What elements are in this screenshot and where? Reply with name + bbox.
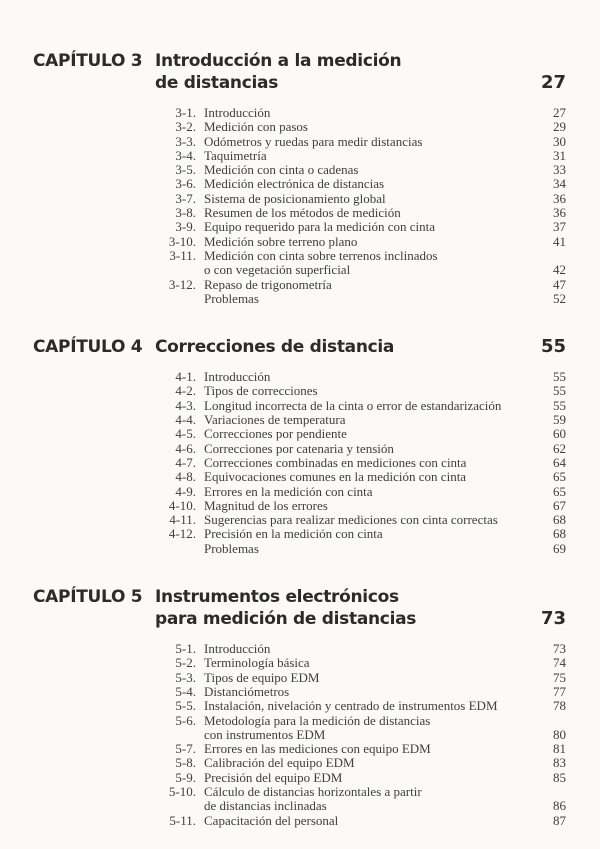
- entry-title-line: Correcciones combinadas en mediciones con cinta: [204, 454, 467, 470]
- entry-number: 3-9.: [175, 219, 196, 235]
- toc-entry: [148, 699, 566, 713]
- entry-title: [204, 292, 545, 306]
- entry-title: [204, 456, 545, 470]
- toc-entry: [148, 814, 566, 828]
- entry-title: [204, 756, 545, 770]
- entry-title-line: Longitud incorrecta de la cinta o error de estandarización: [204, 397, 502, 413]
- entry-number: 3-11.: [169, 247, 196, 263]
- entry-number: 5-2.: [175, 655, 196, 671]
- entry-number: 5-10.: [168, 783, 196, 799]
- entry-page-number: 87: [553, 812, 566, 828]
- entry-number: 5-6.: [175, 712, 196, 728]
- toc-entry: [148, 442, 566, 456]
- entry-number: 4-6.: [175, 440, 196, 456]
- entry-title-line: Sugerencias para realizar mediciones con cinta correctas: [204, 512, 498, 528]
- entry-page-number: 33: [553, 162, 566, 178]
- chapter-title-line: Instrumentos electrónicos: [155, 587, 399, 608]
- toc-entry: [148, 249, 566, 278]
- chapter-page-number: 73: [540, 608, 566, 630]
- entry-number: 5-3.: [175, 669, 196, 685]
- entry-number: 4-10.: [168, 497, 196, 513]
- entry-page-number: 77: [553, 683, 566, 699]
- entry-title-line: de distancias inclinadas: [204, 798, 327, 814]
- entry-title: [204, 499, 545, 513]
- entry-number: 5-5.: [175, 698, 196, 714]
- entry-page-number: 37: [553, 219, 566, 235]
- toc-entry: [148, 756, 566, 770]
- entry-title-line: Instalación, nivelación y centrado de instrumentos EDM: [204, 698, 498, 714]
- entry-title: [204, 106, 545, 120]
- entry-title: [204, 206, 545, 220]
- toc-entry: [148, 785, 566, 814]
- entry-page-number: 75: [553, 669, 566, 685]
- toc-entry: [148, 685, 566, 699]
- entry-number: 4-8.: [175, 469, 196, 485]
- toc-entry: [148, 742, 566, 756]
- chapter-section: [33, 336, 566, 556]
- entry-page-number: 31: [553, 147, 566, 163]
- entry-title-line: Errores en la medición con cinta: [204, 483, 373, 499]
- entry-number: 3-7.: [175, 190, 196, 206]
- entry-title: [204, 399, 545, 413]
- entry-title: [204, 714, 545, 743]
- chapter-page-number: 55: [540, 336, 566, 358]
- entry-title-line: Tipos de correcciones: [204, 383, 318, 399]
- entry-title-line: Introducción: [204, 105, 271, 120]
- entry-title-line: Tipos de equipo EDM: [204, 669, 320, 685]
- toc-entry: [148, 413, 566, 427]
- chapter-label: CAPÍTULO 4: [33, 337, 143, 358]
- chapter-title: [155, 336, 541, 358]
- entry-title-line: Medición sobre terreno plano: [204, 233, 358, 249]
- toc-entry: [148, 499, 566, 513]
- entry-title-line: Precisión en la medición con cinta: [204, 526, 383, 542]
- entry-title: [204, 527, 545, 541]
- toc-entry: [148, 177, 566, 191]
- entry-title-line: Variaciones de temperatura: [204, 412, 346, 428]
- toc-entry: [148, 106, 566, 120]
- entry-number: 4-4.: [175, 412, 196, 428]
- entry-page-number: 47: [553, 276, 566, 292]
- toc-entry: [148, 384, 566, 398]
- toc-entry: [148, 485, 566, 499]
- entry-title: [204, 542, 545, 556]
- entry-page-number: 69: [553, 540, 566, 556]
- entry-title-line: Precisión del equipo EDM: [204, 769, 343, 785]
- entry-page-number: 34: [553, 176, 566, 192]
- entry-number: 4-2.: [175, 383, 196, 399]
- entry-title: [204, 485, 545, 499]
- entry-title: [204, 685, 545, 699]
- entry-title-line: Resumen de los métodos de medición: [204, 205, 401, 221]
- entry-title: [204, 177, 545, 191]
- chapter-title: [155, 586, 541, 630]
- entry-page-number: 55: [553, 369, 566, 385]
- chapter-title-line: Correcciones de distancia: [155, 337, 395, 358]
- entry-title-line: Calibración del equipo EDM: [204, 755, 355, 771]
- entry-title-line: Introducción: [204, 641, 271, 657]
- entry-number: 4-1.: [175, 369, 196, 385]
- entry-title: [204, 192, 545, 206]
- entry-page-number: 73: [553, 641, 566, 657]
- toc-entry: [148, 771, 566, 785]
- entry-title: [204, 235, 545, 249]
- toc-entry: [148, 427, 566, 441]
- entry-number: 5-8.: [175, 755, 196, 771]
- toc-entry: [148, 470, 566, 484]
- entry-title-line: Sistema de posicionamiento global: [204, 190, 386, 206]
- entry-title-line: Distanciómetros: [204, 683, 290, 699]
- entry-title: [204, 671, 545, 685]
- entry-title-line: Metodología para la medición de distancias: [204, 712, 431, 728]
- chapter-page-number: 27: [540, 72, 566, 93]
- chapter-title-line: de distancias: [155, 73, 279, 93]
- chapter-section: [33, 586, 566, 828]
- entry-number: 3-3.: [175, 133, 196, 149]
- toc-entry: [148, 399, 566, 413]
- entry-page-number: 55: [553, 383, 566, 399]
- entry-title-line: o con vegetación superficial: [204, 262, 351, 278]
- entry-page-number: 65: [553, 469, 566, 485]
- entry-title: [204, 771, 545, 785]
- entry-title-line: Magnitud de los errores: [204, 497, 328, 513]
- toc-entry: [148, 292, 566, 306]
- entry-page-number: 62: [553, 440, 566, 456]
- entry-title-line: Capacitación del personal: [204, 812, 339, 828]
- entry-page-number: 68: [553, 512, 566, 528]
- entry-number: 3-10.: [168, 233, 196, 249]
- entry-number: 4-7.: [175, 454, 196, 470]
- entry-title: [204, 785, 545, 814]
- entry-title-line: Correcciones por pendiente: [204, 426, 347, 442]
- toc-entry: [148, 163, 566, 177]
- entry-title-line: Correcciones por catenaria y tensión: [204, 440, 394, 456]
- entry-page-number: 85: [553, 769, 566, 785]
- entry-title: [204, 413, 545, 427]
- entry-number: 3-1.: [175, 105, 196, 120]
- entry-title: [204, 442, 545, 456]
- entry-title-line: Equipo requerido para la medición con cinta: [204, 219, 436, 235]
- entry-number: [148, 292, 196, 306]
- chapter-title: [155, 50, 541, 94]
- toc-entry: [148, 206, 566, 220]
- entry-number: 5-7.: [175, 741, 196, 757]
- entry-number: 3-5.: [175, 162, 196, 178]
- chapter-list: [33, 50, 566, 828]
- entry-page-number: 36: [553, 190, 566, 206]
- chapter-heading: [33, 50, 566, 94]
- entry-number: 5-1.: [175, 641, 196, 657]
- entry-title-line: Cálculo de distancias horizontales a partir: [204, 783, 422, 799]
- entry-number: 4-5.: [175, 426, 196, 442]
- entry-title-line: Problemas: [204, 540, 259, 556]
- entry-page-number: 55: [553, 397, 566, 413]
- entry-title-line: con instrumentos EDM: [204, 726, 326, 742]
- toc-entry: [148, 220, 566, 234]
- chapter-label: CAPÍTULO 3: [33, 51, 143, 71]
- entry-list: [148, 370, 566, 556]
- entry-list: [148, 106, 566, 306]
- entry-title-line: Repaso de trigonometría: [204, 276, 332, 292]
- entry-number: 5-9.: [175, 769, 196, 785]
- toc-entry: [148, 370, 566, 384]
- entry-number: 4-12.: [168, 526, 196, 542]
- chapter-title-line: para medición de distancias: [155, 609, 417, 630]
- entry-page-number: 83: [553, 755, 566, 771]
- entry-page-number: 81: [553, 741, 566, 757]
- toc-entry: [148, 278, 566, 292]
- chapter-heading: [33, 586, 566, 630]
- toc-entry: [148, 456, 566, 470]
- entry-title: [204, 513, 545, 527]
- toc-entry: [148, 714, 566, 743]
- toc-entry: [148, 542, 566, 556]
- entry-title-line: Medición con cinta sobre terrenos inclinados: [204, 247, 438, 263]
- entry-number: 5-11.: [169, 812, 196, 828]
- entry-title: [204, 278, 545, 292]
- entry-page-number: 78: [553, 698, 566, 714]
- entry-page-number: 74: [553, 655, 566, 671]
- entry-number: 4-11.: [169, 512, 196, 528]
- entry-page-number: 59: [553, 412, 566, 428]
- entry-title: [204, 642, 545, 656]
- entry-title: [204, 149, 545, 163]
- chapter-label: CAPÍTULO 5: [33, 587, 143, 608]
- entry-page-number: 64: [553, 454, 566, 470]
- entry-title-line: Medición con pasos: [204, 119, 308, 135]
- entry-list: [148, 642, 566, 828]
- entry-number: 4-3.: [175, 397, 196, 413]
- toc-entry: [148, 642, 566, 656]
- toc-entry: [148, 135, 566, 149]
- entry-page-number: 41: [553, 233, 566, 249]
- entry-number: 3-8.: [175, 205, 196, 221]
- entry-number: 3-4.: [175, 147, 196, 163]
- entry-title-line: Errores en las mediciones con equipo EDM: [204, 741, 431, 757]
- chapter-title-line: Introducción a la medición: [155, 51, 402, 71]
- toc-entry: [148, 149, 566, 163]
- entry-number: 3-12.: [168, 276, 196, 292]
- toc-entry: [148, 513, 566, 527]
- entry-title-line: Terminología básica: [204, 655, 310, 671]
- entry-title: [204, 120, 545, 134]
- toc-entry: [148, 192, 566, 206]
- entry-page-number: 36: [553, 205, 566, 221]
- entry-page-number: 68: [553, 526, 566, 542]
- toc-entry: [148, 671, 566, 685]
- entry-title-line: Medición electrónica de distancias: [204, 176, 385, 192]
- entry-page-number: 52: [553, 290, 566, 306]
- entry-number: 5-4.: [175, 683, 196, 699]
- entry-title-line: Equivocaciones comunes en la medición con cinta: [204, 469, 467, 485]
- chapter-section: [33, 50, 566, 306]
- entry-number: 4-9.: [175, 483, 196, 499]
- entry-page-number: 86: [553, 798, 566, 814]
- entry-page-number: 80: [553, 726, 566, 742]
- entry-title-line: Taquimetría: [204, 147, 267, 163]
- entry-title-line: Problemas: [204, 290, 259, 306]
- entry-page-number: 60: [553, 426, 566, 442]
- entry-title-line: Introducción: [204, 369, 271, 385]
- entry-page-number: 29: [553, 119, 566, 135]
- entry-number: 3-6.: [175, 176, 196, 192]
- entry-page-number: 67: [553, 497, 566, 513]
- chapter-heading: [33, 336, 566, 358]
- entry-page-number: 42: [553, 262, 566, 278]
- entry-title: [204, 384, 545, 398]
- entry-title: [204, 249, 545, 278]
- entry-number: 3-2.: [175, 119, 196, 135]
- entry-title: [204, 370, 545, 384]
- entry-title: [204, 814, 545, 828]
- entry-title: [204, 163, 545, 177]
- toc-entry: [148, 527, 566, 541]
- entry-number: [148, 542, 196, 556]
- entry-title: [204, 742, 545, 756]
- toc-entry: [148, 120, 566, 134]
- entry-title: [204, 427, 545, 441]
- entry-title: [204, 656, 545, 670]
- entry-title-line: Medición con cinta o cadenas: [204, 162, 359, 178]
- toc-entry: [148, 656, 566, 670]
- entry-page-number: 27: [553, 105, 566, 120]
- entry-title-line: Odómetros y ruedas para medir distancias: [204, 133, 423, 149]
- entry-title: [204, 220, 545, 234]
- entry-title: [204, 699, 545, 713]
- entry-title: [204, 135, 545, 149]
- toc-entry: [148, 235, 566, 249]
- entry-title: [204, 470, 545, 484]
- entry-page-number: 30: [553, 133, 566, 149]
- entry-page-number: 65: [553, 483, 566, 499]
